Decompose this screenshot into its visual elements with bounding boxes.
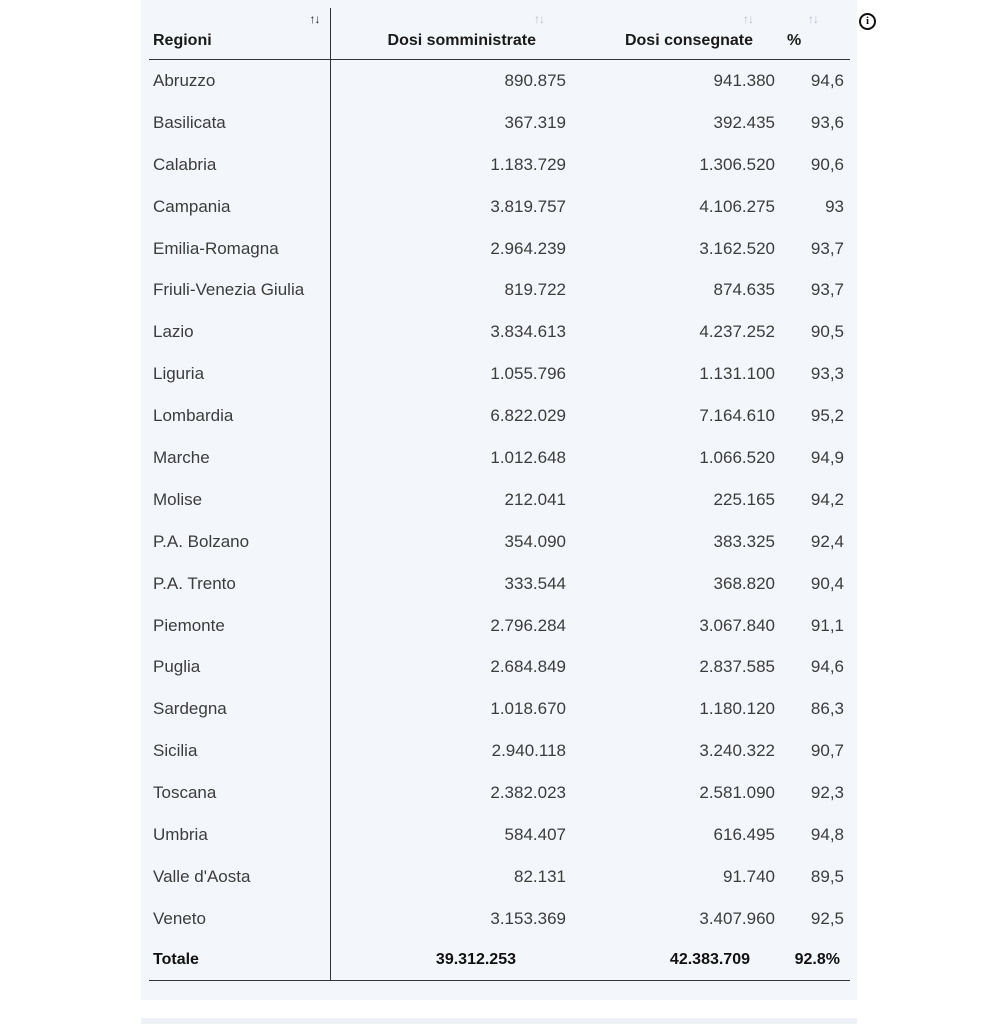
cell-percent: 93,3 — [810, 364, 844, 384]
table-row — [149, 479, 850, 521]
cell-percent: 93,7 — [810, 238, 844, 258]
table-row — [149, 772, 850, 814]
cell-administered: 819.722 — [504, 280, 566, 300]
vaccine-doses-table — [149, 8, 850, 981]
cell-region: Lombardia — [149, 395, 330, 437]
cell-delivered: 1.066.520 — [699, 447, 775, 467]
cell-region: Emilia-Romagna — [149, 228, 330, 270]
cell-administered: 333.544 — [504, 573, 566, 593]
table-row — [149, 856, 850, 898]
sort-arrows-icon[interactable]: ↑↓ — [534, 12, 544, 26]
total-row — [149, 940, 850, 981]
cell-delivered: 1.306.520 — [699, 154, 775, 174]
cell-administered: 890.875 — [504, 70, 566, 90]
table-row — [149, 186, 850, 228]
column-header-label: Dosi consegnate — [624, 32, 753, 49]
cell-percent: 95,2 — [810, 406, 844, 426]
cell-region: Puglia — [149, 646, 330, 688]
cell-percent: 94,6 — [810, 657, 844, 677]
cell-region: Sicilia — [149, 730, 330, 772]
cell-percent: 94,2 — [810, 489, 844, 509]
cell-percent: 94,6 — [810, 70, 844, 90]
cell-delivered: 1.131.100 — [699, 364, 775, 384]
cell-delivered: 7.164.610 — [699, 406, 775, 426]
table-row — [149, 269, 850, 311]
table-row — [149, 730, 850, 772]
column-header-label: Regioni — [153, 32, 212, 49]
cell-administered: 1.183.729 — [490, 154, 566, 174]
cell-percent: 90,6 — [810, 154, 844, 174]
cell-administered: 3.153.369 — [490, 908, 566, 928]
cell-administered: 1.012.648 — [490, 447, 566, 467]
sort-arrows-icon[interactable]: ↑↓ — [808, 12, 818, 26]
cell-delivered: 383.325 — [713, 531, 775, 551]
table-header-row — [149, 8, 850, 60]
cell-region: Umbria — [149, 814, 330, 856]
cell-administered: 2.796.284 — [490, 615, 566, 635]
total-percent: 92.8% — [783, 940, 850, 981]
table-row — [149, 605, 850, 647]
cell-region: P.A. Trento — [149, 563, 330, 605]
cell-administered: 1.055.796 — [490, 364, 566, 384]
cell-region: Lazio — [149, 311, 330, 353]
cell-delivered: 3.240.322 — [699, 741, 775, 761]
cell-administered: 1.018.670 — [490, 699, 566, 719]
cell-administered: 354.090 — [504, 531, 566, 551]
cell-percent: 90,4 — [810, 573, 844, 593]
cell-region: Liguria — [149, 353, 330, 395]
info-icon[interactable]: i — [859, 13, 876, 30]
total-delivered: 42.383.709 — [577, 940, 783, 981]
table-row — [149, 395, 850, 437]
cell-percent: 93,7 — [810, 280, 844, 300]
cell-administered: 6.822.029 — [490, 406, 566, 426]
column-header-delivered[interactable] — [577, 8, 783, 60]
total-label: Totale — [149, 940, 330, 981]
cell-delivered: 874.635 — [713, 280, 775, 300]
table-row — [149, 646, 850, 688]
cell-percent: 94,8 — [810, 824, 844, 844]
cell-delivered: 3.067.840 — [699, 615, 775, 635]
column-header-label: % — [787, 32, 802, 49]
table-row — [149, 311, 850, 353]
cell-delivered: 2.581.090 — [699, 783, 775, 803]
cell-percent: 90,5 — [810, 322, 844, 342]
cell-region: Calabria — [149, 144, 330, 186]
next-panel-edge — [141, 1018, 857, 1024]
table-row — [149, 353, 850, 395]
table-row — [149, 898, 850, 940]
cell-administered: 584.407 — [504, 824, 566, 844]
cell-delivered: 3.407.960 — [699, 908, 775, 928]
cell-administered: 2.964.239 — [490, 238, 566, 258]
cell-region: Molise — [149, 479, 330, 521]
cell-administered: 2.684.849 — [490, 657, 566, 677]
column-header-percent[interactable] — [783, 8, 850, 60]
table-row — [149, 563, 850, 605]
cell-administered: 3.819.757 — [490, 196, 566, 216]
table-row — [149, 688, 850, 730]
cell-delivered: 3.162.520 — [699, 238, 775, 258]
cell-delivered: 941.380 — [713, 70, 775, 90]
cell-administered: 2.940.118 — [491, 741, 566, 761]
cell-region: Abruzzo — [149, 60, 330, 102]
cell-administered: 212.041 — [504, 489, 566, 509]
cell-percent: 92,4 — [810, 531, 844, 551]
table-row — [149, 228, 850, 270]
cell-delivered: 616.495 — [713, 824, 775, 844]
cell-percent: 92,5 — [810, 908, 844, 928]
cell-administered: 2.382.023 — [490, 783, 566, 803]
cell-region: Basilicata — [149, 102, 330, 144]
cell-region: Campania — [149, 186, 330, 228]
cell-region: Veneto — [149, 898, 330, 940]
table-row — [149, 102, 850, 144]
cell-percent: 91,1 — [810, 615, 844, 635]
sort-arrows-icon[interactable]: ↑↓ — [743, 12, 753, 26]
cell-percent: 86,3 — [810, 699, 844, 719]
cell-percent: 92,3 — [810, 783, 844, 803]
column-header-label: Dosi somministrate — [387, 32, 536, 49]
cell-delivered: 91.740 — [723, 866, 775, 886]
cell-region: Sardegna — [149, 688, 330, 730]
cell-region: Valle d'Aosta — [149, 856, 330, 898]
cell-delivered: 368.820 — [713, 573, 775, 593]
cell-percent: 89,5 — [810, 866, 844, 886]
table-row — [149, 521, 850, 563]
cell-region: Toscana — [149, 772, 330, 814]
table-row — [149, 437, 850, 479]
total-administered: 39.312.253 — [330, 940, 577, 981]
cell-delivered: 4.237.252 — [699, 322, 775, 342]
cell-percent: 94,9 — [810, 447, 844, 467]
cell-region: Piemonte — [149, 605, 330, 647]
table-row — [149, 144, 850, 186]
cell-delivered: 4.106.275 — [699, 196, 775, 216]
cell-region: Marche — [149, 437, 330, 479]
cell-delivered: 1.180.120 — [699, 699, 775, 719]
table-row — [149, 814, 850, 856]
cell-administered: 3.834.613 — [490, 322, 566, 342]
sort-arrows-icon[interactable]: ↑↓ — [309, 12, 320, 26]
cell-administered: 367.319 — [504, 112, 566, 132]
cell-region: P.A. Bolzano — [149, 521, 330, 563]
table-body — [149, 60, 850, 981]
cell-region: Friuli-Venezia Giulia — [149, 269, 330, 311]
cell-delivered: 225.165 — [713, 489, 775, 509]
table-row — [149, 60, 850, 102]
column-header-region[interactable] — [149, 8, 330, 60]
cell-administered: 82.131 — [514, 866, 566, 886]
cell-percent: 90,7 — [810, 741, 844, 761]
cell-delivered: 392.435 — [713, 112, 775, 132]
cell-percent: 93,6 — [810, 112, 844, 132]
cell-delivered: 2.837.585 — [699, 657, 775, 677]
column-header-administered[interactable] — [330, 8, 577, 60]
cell-percent: 93 — [825, 196, 844, 216]
